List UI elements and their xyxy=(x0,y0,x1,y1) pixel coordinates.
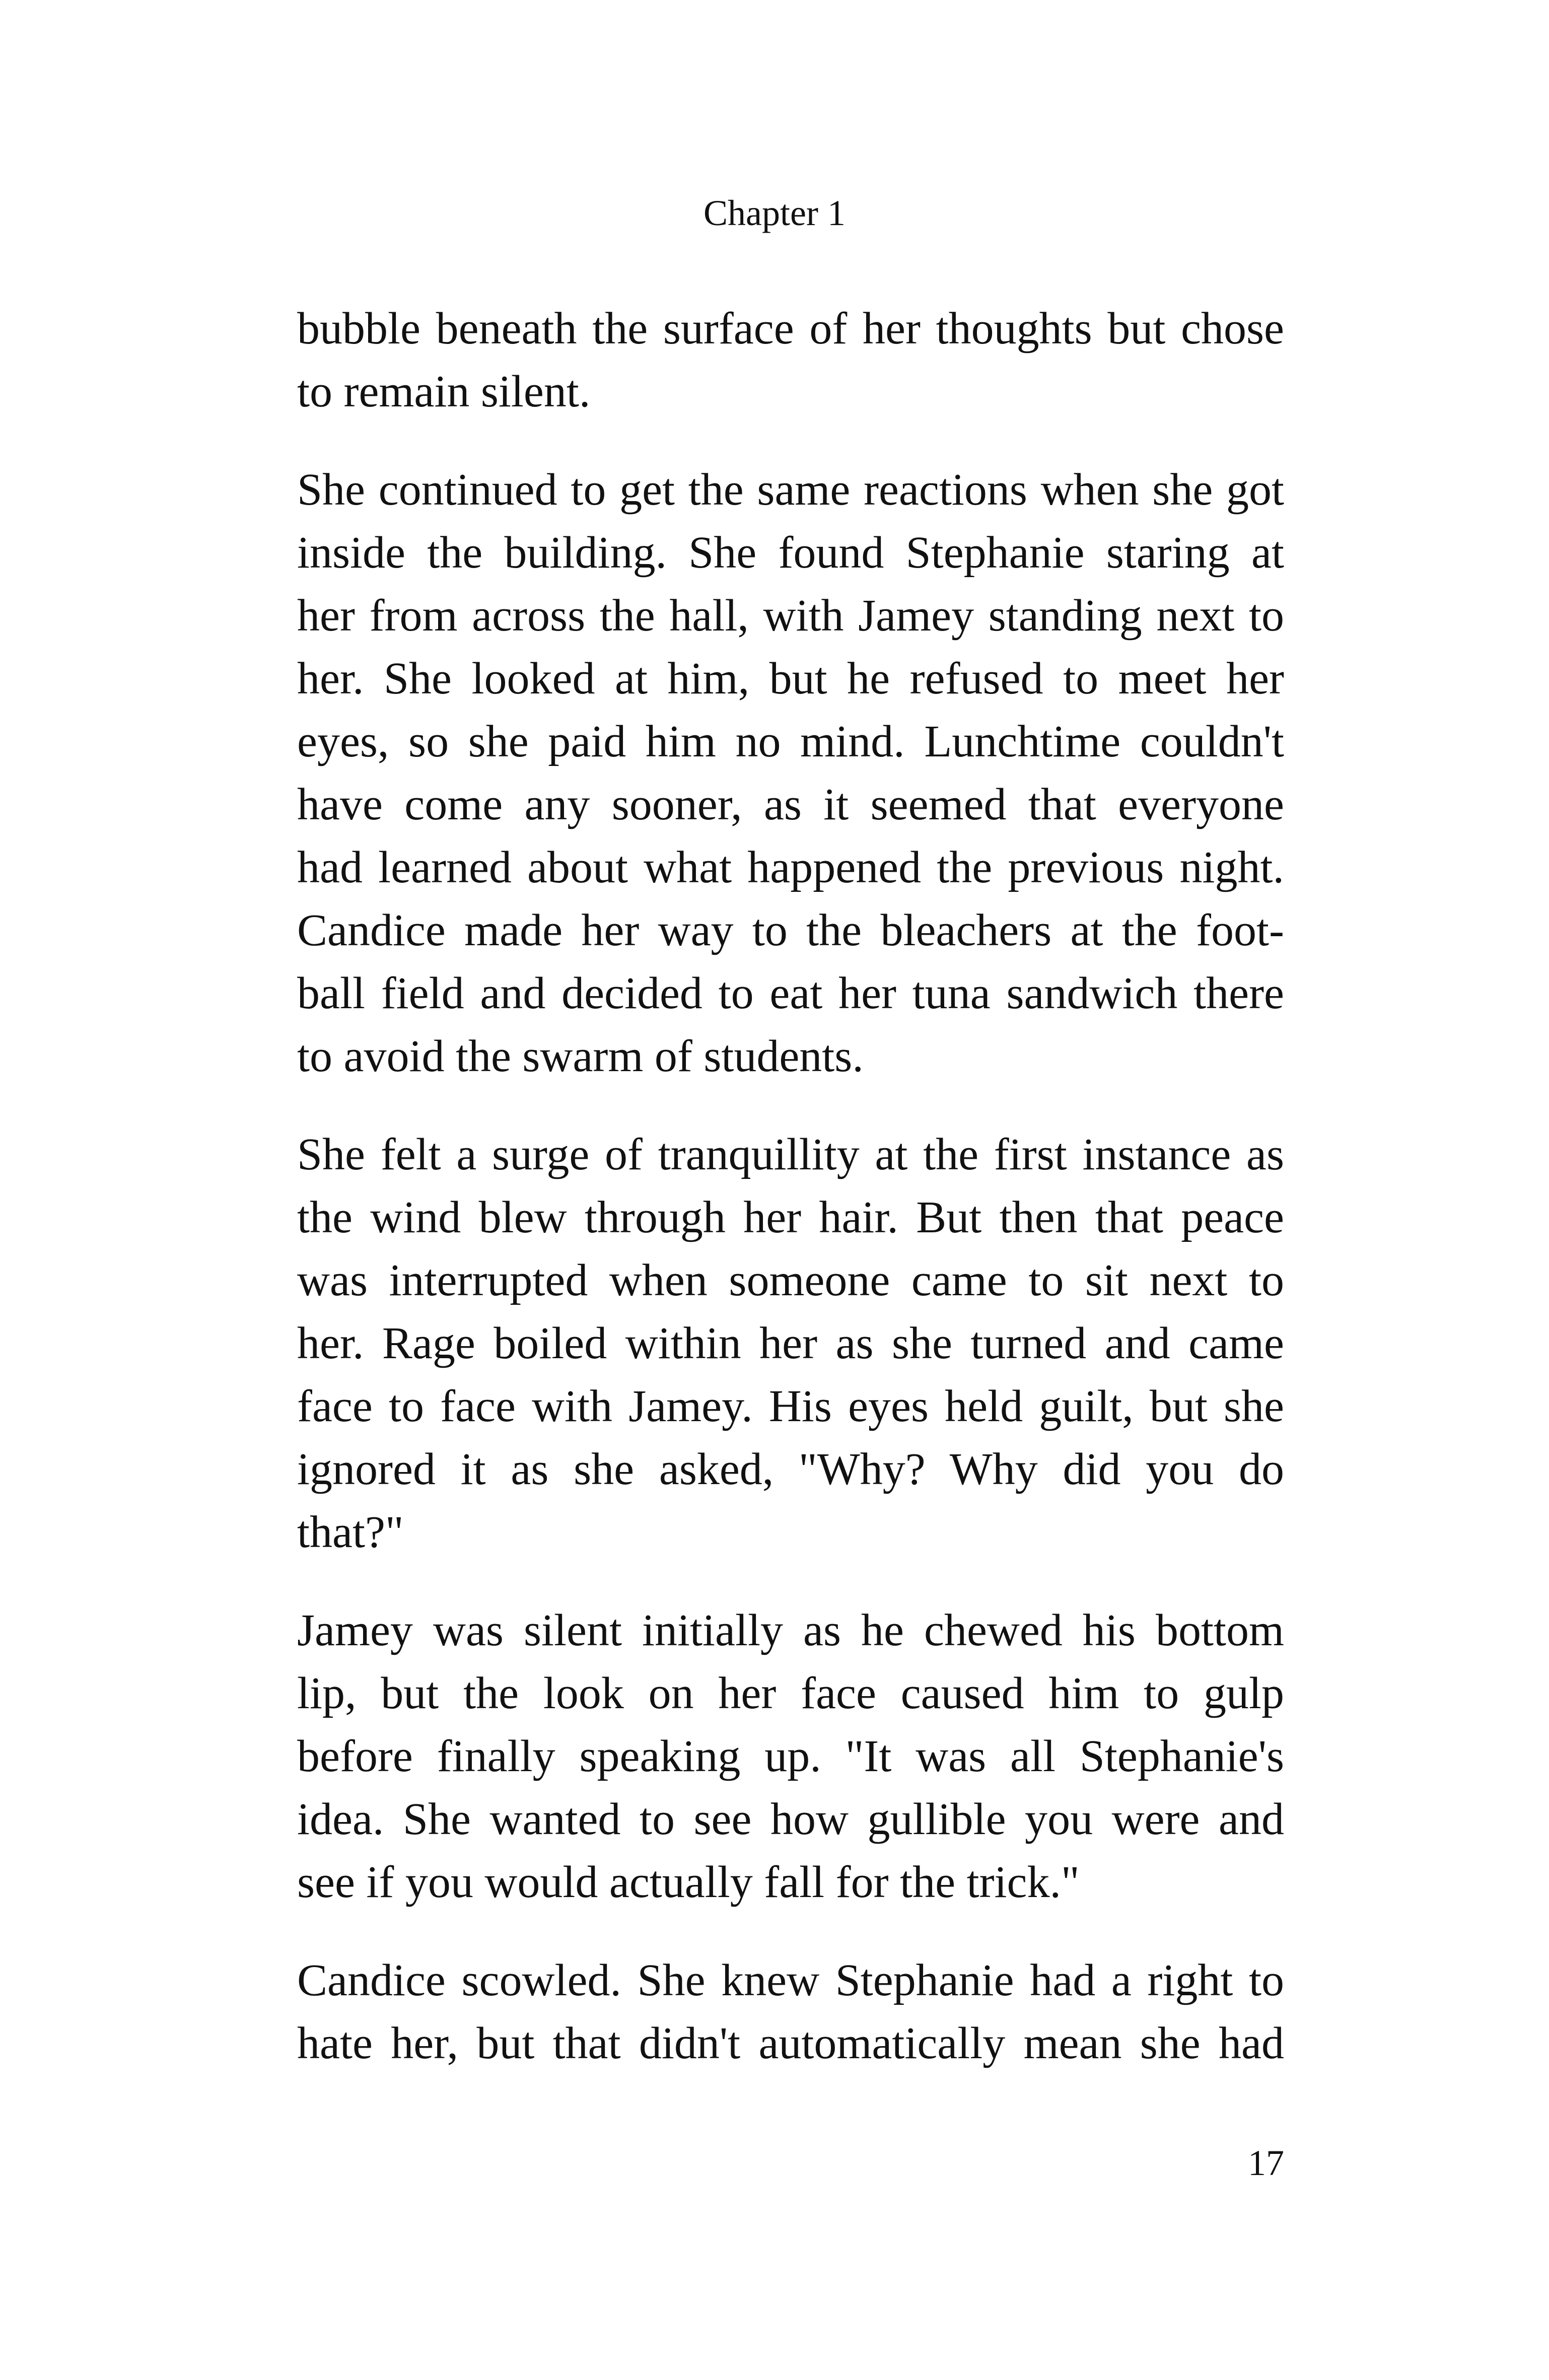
paragraph-3 xyxy=(297,1123,1284,1564)
text-line: see if you would actually fall for the trick." xyxy=(297,1857,1080,1907)
body-text xyxy=(297,297,1284,2110)
text-line: Jamey was silent initially as he chewed his bottom xyxy=(297,1605,1284,1655)
text-line: that?" xyxy=(297,1507,404,1557)
text-line: to avoid the swarm of students. xyxy=(297,1031,864,1081)
paragraph-1 xyxy=(297,297,1284,423)
text-line: inside the building. She found Stephanie staring at xyxy=(297,528,1284,578)
text-line: before finally speaking up. "It was all Stephanie's xyxy=(297,1731,1284,1781)
text-line: hate her, but that didn't automatically mean she had xyxy=(297,2018,1284,2068)
text-line: She felt a surge of tranquillity at the first instance as xyxy=(297,1130,1284,1179)
text-line: have come any sooner, as it seemed that everyone xyxy=(297,780,1284,829)
text-line: idea. She wanted to see how gullible you were and xyxy=(297,1794,1284,1844)
text-line: her from across the hall, with Jamey standing next to xyxy=(297,591,1284,641)
text-line: was interrupted when someone came to sit next to xyxy=(297,1255,1284,1305)
page-number: 17 xyxy=(1248,2143,1284,2183)
paragraph-5 xyxy=(297,1949,1284,2075)
text-line: ignored it as she asked, "Why? Why did you do xyxy=(297,1444,1284,1494)
running-header-chapter-title: Chapter 1 xyxy=(703,193,846,233)
text-line: eyes, so she paid him no mind. Lunchtime couldn't xyxy=(297,717,1284,766)
text-line: Candice made her way to the bleachers at the foot- xyxy=(297,905,1284,955)
text-line: ball field and decided to eat her tuna sandwich there xyxy=(297,968,1284,1018)
text-line: face to face with Jamey. His eyes held guilt, but she xyxy=(297,1381,1284,1431)
text-line: to remain silent. xyxy=(297,367,591,416)
text-line: lip, but the look on her face caused him to gulp xyxy=(297,1668,1284,1718)
paragraph-4 xyxy=(297,1599,1284,1914)
text-line: her. She looked at him, but he refused to meet her xyxy=(297,654,1284,704)
paragraph-2 xyxy=(297,458,1284,1088)
text-line: Candice scowled. She knew Stephanie had a right to xyxy=(297,1955,1284,2005)
text-line: She continued to get the same reactions when she got xyxy=(297,465,1284,515)
text-line: the wind blew through her hair. But then that peace xyxy=(297,1193,1284,1242)
text-line: had learned about what happened the previous night. xyxy=(297,843,1284,892)
text-line: bubble beneath the surface of her thoughts but chose xyxy=(297,304,1284,354)
text-line: her. Rage boiled within her as she turned and came xyxy=(297,1318,1284,1368)
